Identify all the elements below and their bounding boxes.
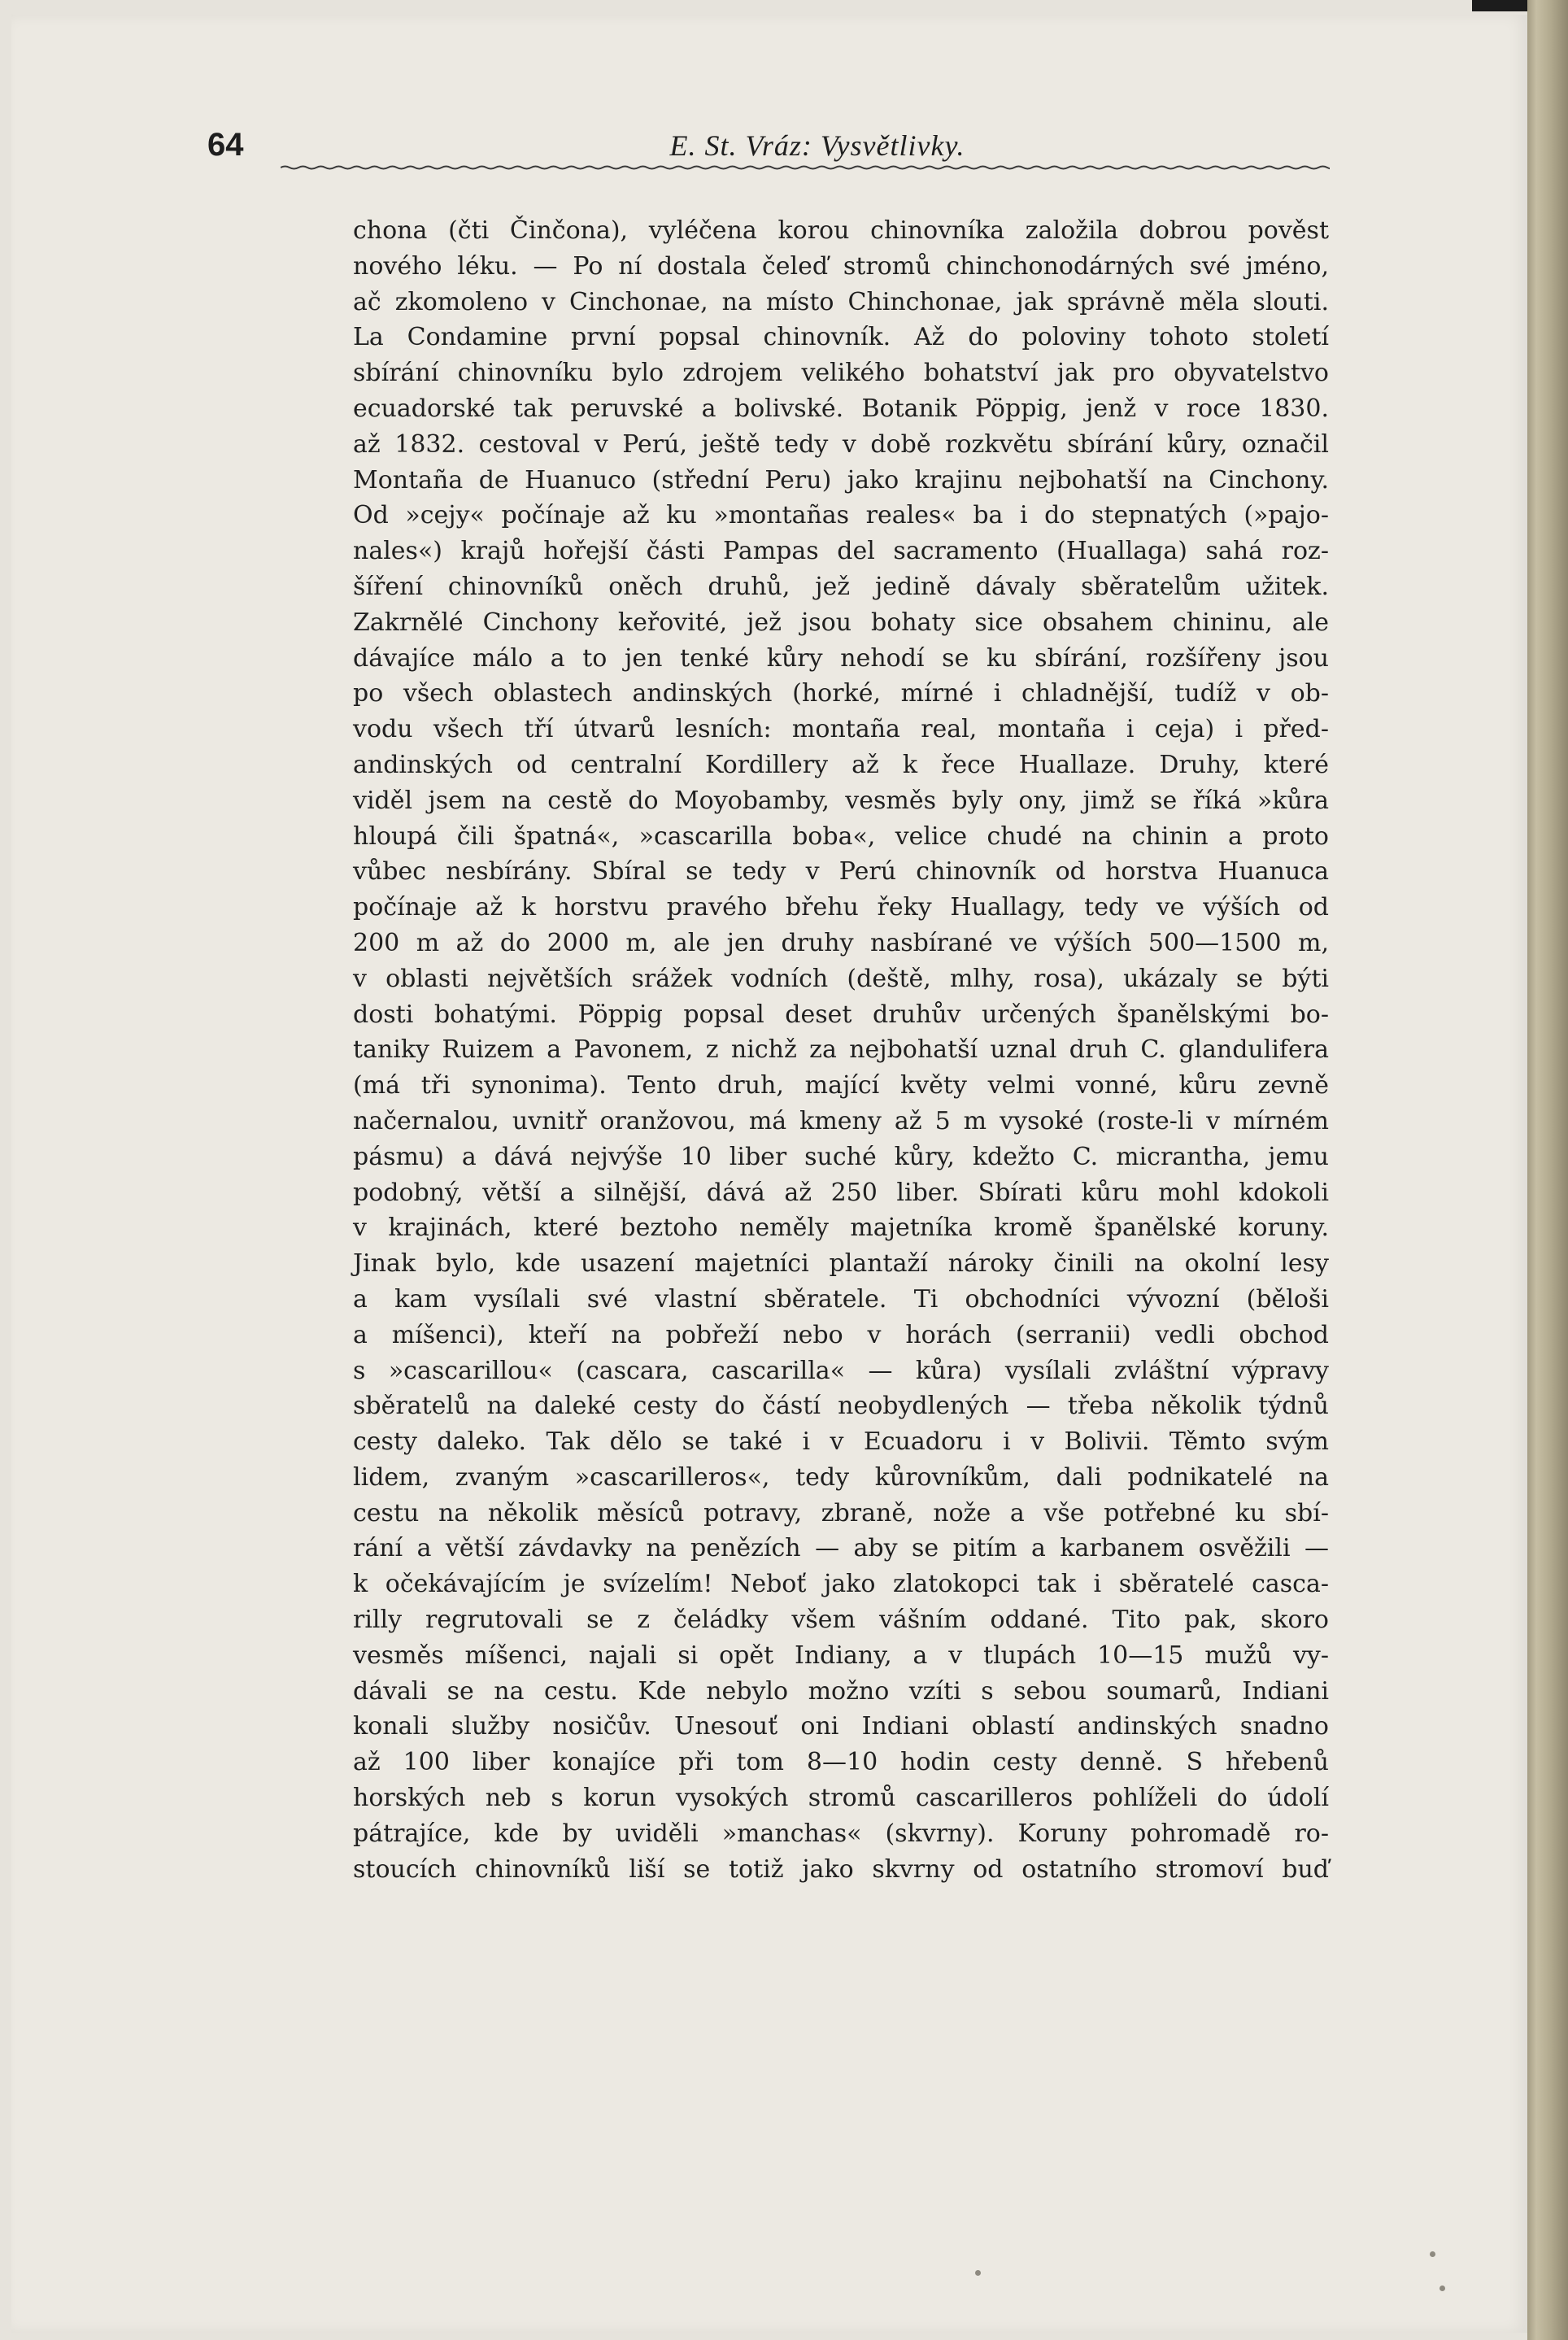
text-line: ecuadorské tak peruvské a bolivské. Botanik Pöppig, jenž v roce 1830. (353, 394, 1329, 423)
book-spine-edge (1527, 0, 1568, 2340)
text-line: hloupá čili špatná«, »cascarilla boba«, velice chudé na chinin a proto (353, 821, 1329, 851)
text-line: konali služby nosičův. Unesouť oni Indiani oblastí andinských snadno (353, 1712, 1329, 1741)
text-line: Montaña de Huanuco (střední Peru) jako krajinu nejbohatší na Cinchony. (353, 465, 1329, 495)
text-line: načernalou, uvnitř oranžovou, má kmeny až 5 m vysoké (roste-li v mírném (353, 1106, 1329, 1135)
body-text (353, 213, 1329, 1887)
text-line: dosti bohatými. Pöppig popsal deset druhův určených španělskými bo- (353, 1000, 1329, 1029)
text-line: cestu na několik měsíců potravy, zbraně, nože a vše potřebné ku sbí- (353, 1498, 1329, 1527)
text-line: a míšenci), kteří na pobřeží nebo v horách (serranii) vedli obchod (353, 1320, 1329, 1349)
text-line: nového léku. — Po ní dostala čeleď stromů chinchonodárných své jméno, (353, 251, 1329, 281)
paper-speck (975, 2270, 981, 2276)
text-line: podobný, větší a silnější, dává až 250 liber. Sbírati kůru mohl kdokoli (353, 1178, 1329, 1207)
text-line: pátrajíce, kde by uviděli »manchas« (skvrny). Koruny pohromadě ro- (353, 1819, 1329, 1848)
text-line: chona (čti Činčona), vyléčena korou chinovníka založila dobrou pověst (353, 216, 1329, 245)
text-line: Jinak bylo, kde usazení majetníci plantaží nároky činili na okolní lesy (353, 1249, 1329, 1279)
text-line: Od »cejy« počínaje až ku »montañas reales« ba i do stepnatých (»pajo- (353, 501, 1329, 530)
text-line: sběratelů na daleké cesty do částí neobydlených — třeba několik týdnů (353, 1392, 1329, 1421)
text-line: rání a větší závdavky na penězích — aby se pitím a karbanem osvěžili — (353, 1534, 1329, 1563)
running-title: E. St. Vráz: Vysvětlivky. (669, 129, 965, 162)
text-line: vodu všech tří útvarů lesních: montaña real, montaña i ceja) i před- (353, 715, 1329, 744)
text-line: v oblasti největších srážek vodních (deště, mlhy, rosa), ukázaly se býti (353, 964, 1329, 993)
text-line: viděl jsem na cestě do Moyobamby, vesměs byly ony, jimž se říká »kůra (353, 786, 1329, 815)
text-line: až 100 liber konajíce při tom 8—10 hodin cesty denně. S hřebenů (353, 1748, 1329, 1777)
text-line: La Condamine první popsal chinovník. Až do poloviny tohoto století (353, 323, 1329, 352)
header-wavy-rule (281, 159, 1330, 176)
text-line: taniky Ruizem a Pavonem, z nichž za nejbohatší uznal druh C. glandulifera (353, 1035, 1329, 1065)
text-line: Zakrnělé Cinchony keřovité, jež jsou bohaty sice obsahem chininu, ale (353, 608, 1329, 637)
paper-speck (1440, 2286, 1445, 2291)
text-line: a kam vysílali své vlastní sběratele. Ti obchodníci vývozní (běloši (353, 1284, 1329, 1314)
text-line: andinských od centralní Kordillery až k řece Huallaze. Druhy, které (353, 750, 1329, 779)
text-line: počínaje až k horstvu pravého břehu řeky Huallagy, tedy ve výších od (353, 893, 1329, 922)
text-line: až 1832. cestoval v Perú, ještě tedy v době rozkvětu sbírání kůry, označil (353, 429, 1329, 459)
text-line: po všech oblastech andinských (horké, mírné i chladnější, tudíž v ob- (353, 679, 1329, 708)
text-line: s »cascarillou« (cascara, cascarilla« — kůra) vysílali zvláštní výpravy (353, 1356, 1329, 1385)
text-line: (má tři synonima). Tento druh, mající květy velmi vonné, kůru zevně (353, 1071, 1329, 1100)
text-line: rilly regrutovali se z čeládky všem vášním oddané. Tito pak, skoro (353, 1606, 1329, 1635)
text-line: vůbec nesbírány. Sbíral se tedy v Perú chinovník od horstva Huanuca (353, 857, 1329, 887)
text-line: ač zkomoleno v Cinchonae, na místo Chinchonae, jak správně měla slouti. (353, 287, 1329, 316)
text-line: 200 m až do 2000 m, ale jen druhy nasbírané ve výších 500—1500 m, (353, 928, 1329, 957)
page-number: 64 (207, 127, 244, 163)
text-line: lidem, zvaným »cascarilleros«, tedy kůrovníkům, dali podnikatelé na (353, 1462, 1329, 1492)
paper-speck (1430, 2251, 1435, 2257)
text-line: dávajíce málo a to jen tenké kůry nehodí se ku sbírání, rozšířeny jsou (353, 643, 1329, 673)
text-line: vesměs míšenci, najali si opět Indiany, a v tlupách 10—15 mužů vy- (353, 1641, 1329, 1670)
text-line: šíření chinovníků oněch druhů, jež jedině dávaly sběratelům užitek. (353, 572, 1329, 601)
wavy-rule-line (281, 167, 1330, 169)
text-line: pásmu) a dává nejvýše 10 liber suché kůry, kdežto C. micrantha, jemu (353, 1142, 1329, 1171)
text-line: k očekávajícím je svízelím! Neboť jako zlatokopci tak i sběratelé casca- (353, 1570, 1329, 1599)
text-line: dávali se na cestu. Kde nebylo možno vzíti s sebou soumarů, Indiani (353, 1676, 1329, 1706)
text-line: stoucích chinovníků liší se totiž jako skvrny od ostatního stromoví buď (353, 1854, 1329, 1884)
text-line: v krajinách, které beztoho neměly majetníka kromě španělské koruny. (353, 1214, 1329, 1243)
text-line: cesty daleko. Tak dělo se také i v Ecuadoru i v Bolivii. Těmto svým (353, 1427, 1329, 1457)
text-line: nales«) krajů hořejší části Pampas del sacramento (Huallaga) sahá roz- (353, 537, 1329, 566)
text-line: horských neb s korun vysokých stromů cascarilleros pohlíželi do údolí (353, 1784, 1329, 1813)
text-line: sbírání chinovníku bylo zdrojem velikého bohatství jak pro obyvatelstvo (353, 359, 1329, 388)
